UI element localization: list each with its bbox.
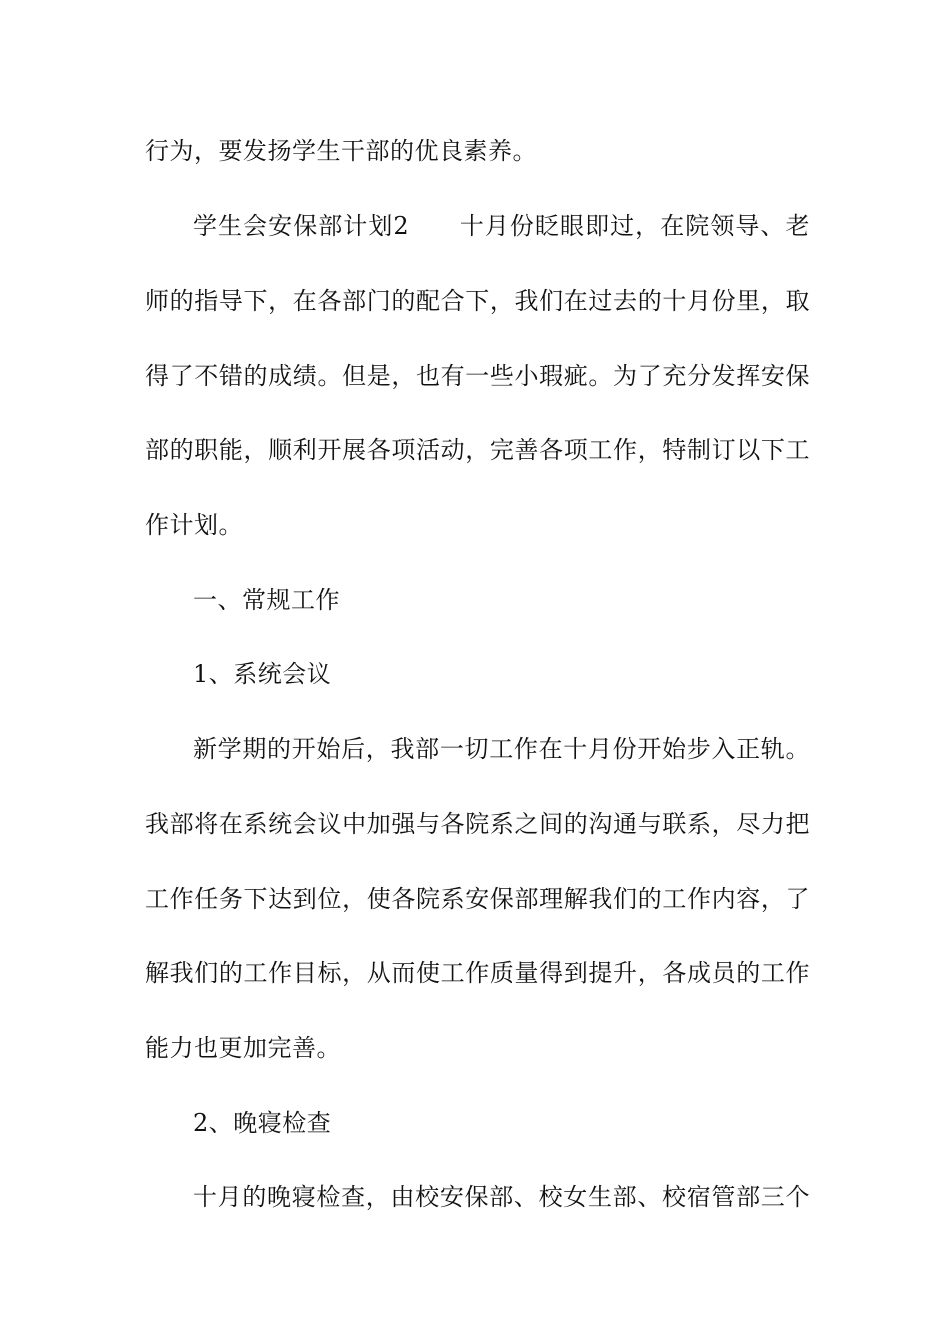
text-line-3: 师的指导下，在各部门的配合下，我们在过去的十月份里，取 — [145, 287, 810, 315]
subheading-system-meeting: 1、系统会议 — [193, 660, 332, 688]
text-line-6: 作计划。 — [145, 511, 243, 539]
text-line-13: 能力也更加完善。 — [145, 1034, 341, 1062]
text-line-1: 行为，要发扬学生干部的优良素养。 — [145, 137, 537, 165]
subheading-night-dorm-check: 2、晚寝检查 — [193, 1109, 332, 1137]
text-line-11: 工作任务下达到位，使各院系安保部理解我们的工作内容，了 — [145, 885, 810, 913]
text-line-5: 部的职能，顺利开展各项活动，完善各项工作，特制订以下工 — [145, 436, 810, 464]
text-line-4: 得了不错的成绩。但是，也有一些小瑕疵。为了充分发挥安保 — [145, 362, 810, 390]
text-line-12: 解我们的工作目标，从而使工作质量得到提升，各成员的工作 — [145, 959, 810, 987]
text-line-10: 我部将在系统会议中加强与各院系之间的沟通与联系，尽力把 — [145, 810, 810, 838]
text-line-2: 学生会安保部计划2 十月份眨眼即过，在院领导、老 — [193, 212, 810, 240]
text-line-15: 十月的晚寝检查，由校安保部、校女生部、校宿管部三个 — [193, 1183, 810, 1211]
section-heading-routine-work: 一、常规工作 — [193, 586, 340, 614]
text-line-9: 新学期的开始后，我部一切工作在十月份开始步入正轨。 — [193, 735, 810, 763]
